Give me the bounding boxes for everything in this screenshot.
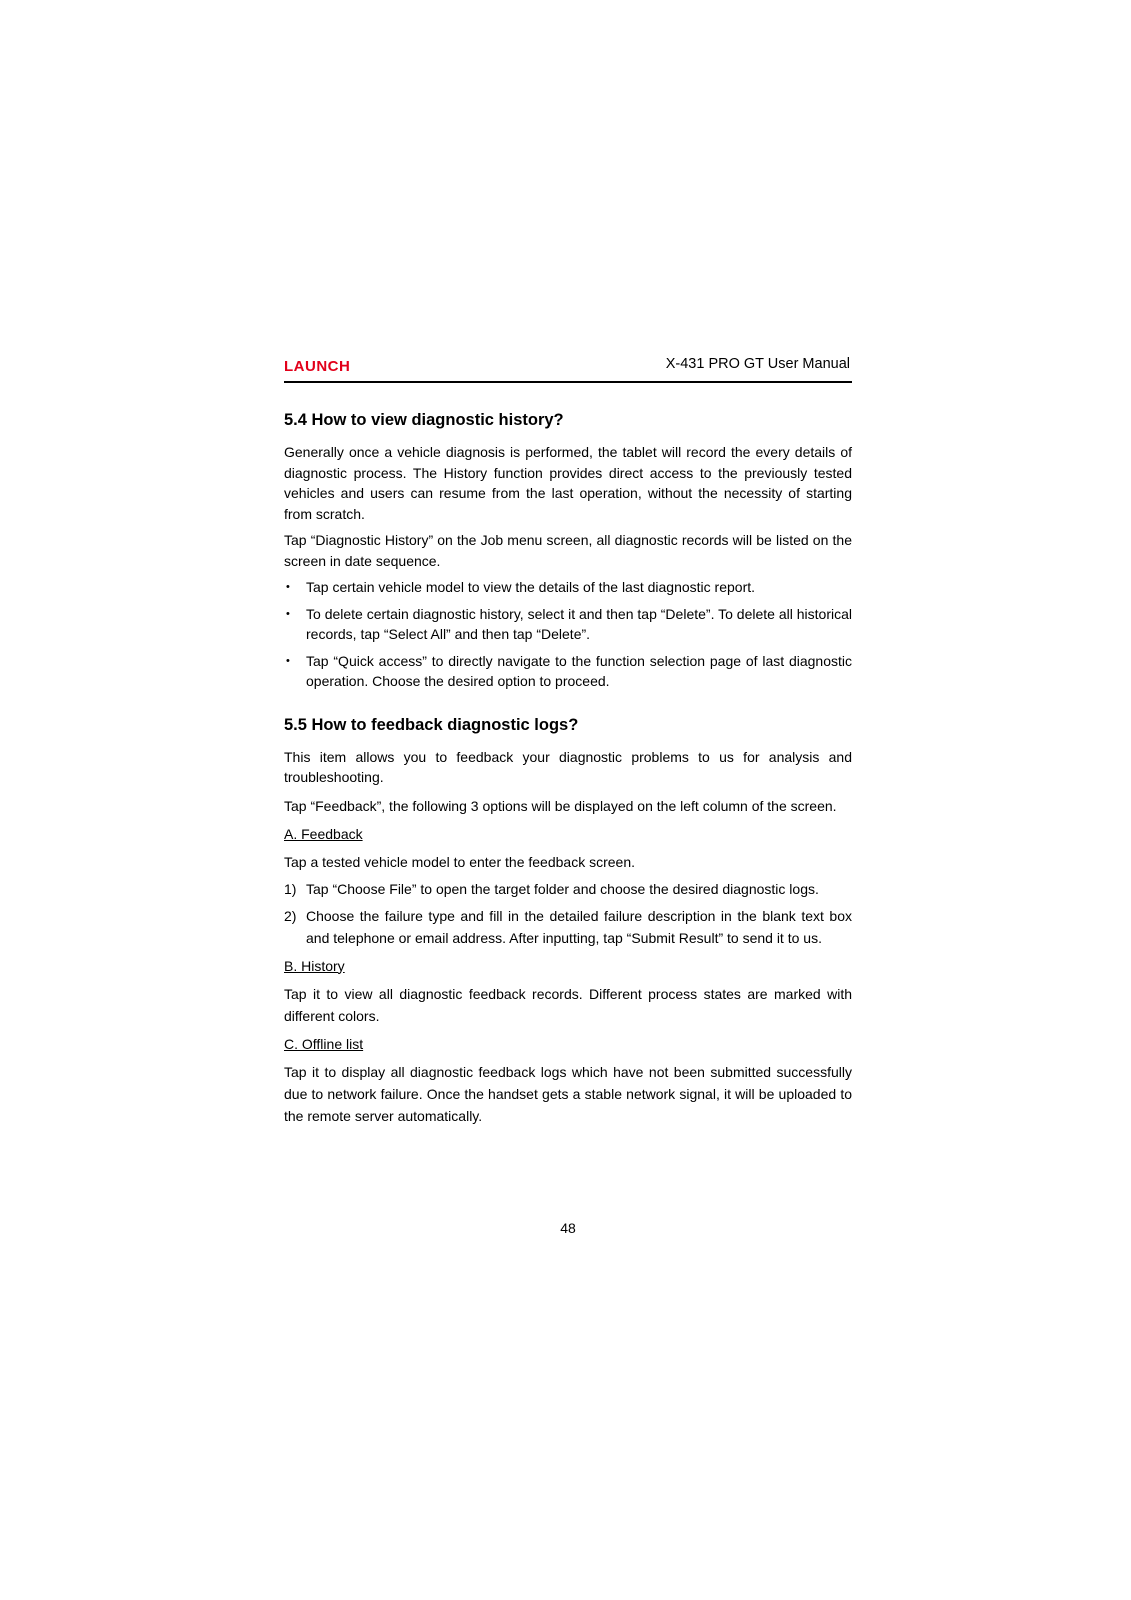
feedback-subheading: A. Feedback (284, 825, 363, 842)
step-number: 1) (284, 880, 297, 897)
feedback-intro: Tap a tested vehicle model to enter the feedback screen. (284, 853, 635, 870)
section-5-4-paragraph: Generally once a vehicle diagnosis is performed, the tablet will record the every details of diagnostic process. The History function provides direct access to the previously tested vehicles and users can resume from the last operation, without the necessity of starting from scratch. (284, 444, 852, 522)
page-number: 48 (560, 1220, 576, 1236)
numbered-step (284, 878, 852, 900)
brand-logo-text: LAUNCH (284, 358, 351, 375)
list-item-text: Tap certain vehicle model to view the details of the last diagnostic report. (306, 579, 756, 595)
section-5-4-paragraph: Tap “Diagnostic History” on the Job menu screen, all diagnostic records will be listed on the screen in date sequence. (284, 532, 852, 569)
section-5-4-title: 5.4 How to view diagnostic history? (284, 411, 564, 429)
list-item (284, 604, 852, 645)
step-text: Tap “Choose File” to open the target folder and choose the desired diagnostic logs. (306, 880, 819, 897)
bullet-icon: • (286, 581, 290, 593)
list-item (284, 577, 852, 598)
page-header (284, 355, 852, 383)
step-number: 2) (284, 907, 297, 924)
numbered-step (284, 905, 852, 949)
bullet-icon: • (286, 654, 290, 667)
section-5-5-title: 5.5 How to feedback diagnostic logs? (284, 715, 579, 734)
section-5-5-paragraph: Tap “Feedback”, the following 3 options will be displayed on the left column of the screen. (284, 797, 837, 814)
offline-list-text: Tap it to display all diagnostic feedback logs which have not been submitted successfully due to network failure. Once the handset gets a stable network signal, it will be uploaded to the remote server automatically. (284, 1063, 852, 1124)
offline-list-subheading: C. Offline list (284, 1035, 364, 1052)
step-text: Choose the failure type and fill in the detailed failure description in the blank text box and telephone or email address. After inputting, tap “Submit Result” to send it to us. (306, 907, 852, 946)
history-text: Tap it to view all diagnostic feedback records. Different process states are marked with different colors. (284, 985, 852, 1024)
list-item (284, 651, 852, 692)
bullet-icon: • (286, 607, 290, 620)
history-subheading: B. History (284, 957, 345, 974)
manual-page (284, 355, 852, 1236)
section-5-5-paragraph: This item allows you to feedback your diagnostic problems to us for analysis and troubleshooting. (284, 748, 852, 785)
manual-title: X-431 PRO GT User Manual (665, 356, 850, 372)
list-item-text: Tap “Quick access” to directly navigate to the function selection page of last diagnostic operation. Choose the desired option to proceed. (306, 652, 852, 689)
list-item-text: To delete certain diagnostic history, select it and then tap “Delete”. To delete all historical records, tap “Select All” and then tap “Delete”. (306, 605, 852, 642)
